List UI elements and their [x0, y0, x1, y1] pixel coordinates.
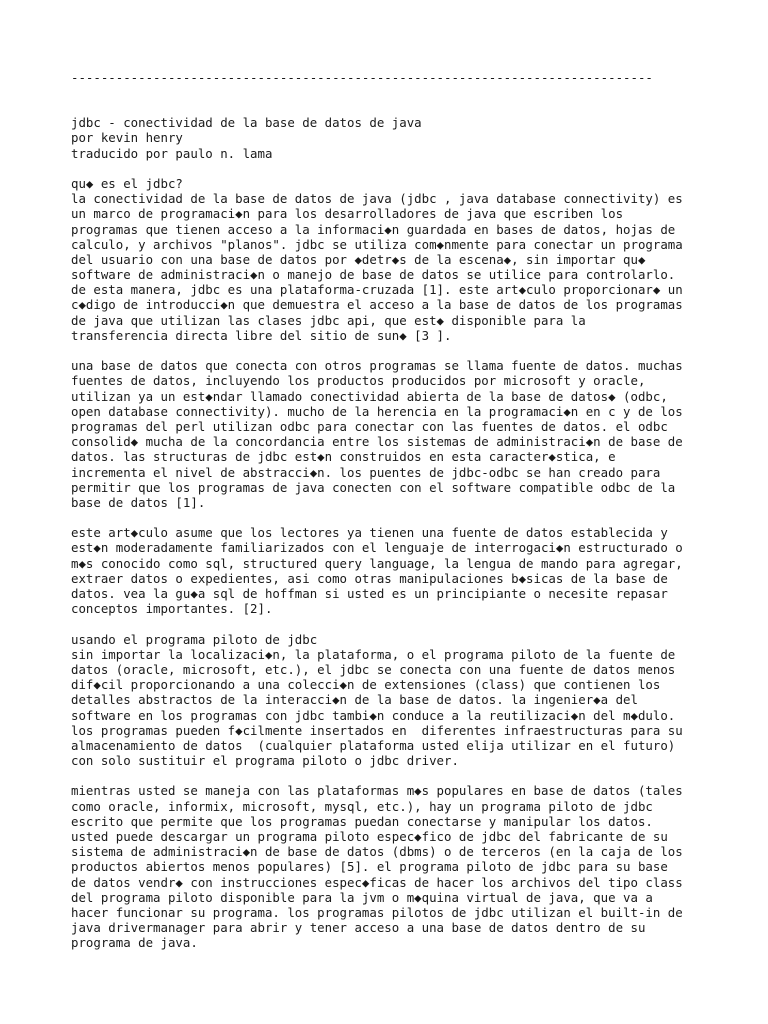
paragraph	[71, 632, 761, 769]
text-line: de esta manera, jdbc es una plataforma-cruzada [1]. este art◆culo proporcionar◆ un	[71, 282, 683, 298]
text-line: usted puede descargar un programa piloto espec◆fico de jdbc del fabricante de su	[71, 829, 668, 844]
text-line: qu◆ es el jdbc?	[71, 175, 183, 191]
text-line: utilizan ya un est◆ndar llamado conectividad abierta de la base de datos◆ (odbc,	[71, 388, 668, 404]
text-line: programas que tienen acceso a la informaci◆n guardada en bases de datos, hojas de	[71, 221, 676, 237]
text-line: base de datos [1].	[71, 494, 206, 510]
author-line: por kevin henry	[71, 130, 183, 146]
text-line: del programa piloto disponible para la jvm o m◆quina virtual de java, que va a	[71, 889, 653, 905]
text-line: una base de datos que conecta con otros programas se llama fuente de datos. muchas	[71, 358, 683, 374]
text-line: de datos vendr◆ con instrucciones espec◆ficas de hacer los archivos del tipo class	[71, 874, 683, 890]
text-line: permitir que los programas de java conecten con el software compatible odbc de la	[71, 479, 676, 495]
text-line: software de administraci◆n o manejo de base de datos se utilice para controlarlo.	[71, 267, 676, 283]
text-line: hacer funcionar su programa. los programas pilotos de jdbc utilizan el built-in de	[71, 904, 683, 920]
paragraph	[71, 783, 761, 950]
text-line: datos. las structuras de jdbc est◆n construidos en esta caracter◆stica, e	[71, 449, 616, 465]
text-line: usando el programa piloto de jdbc	[71, 631, 318, 647]
document-body	[71, 176, 761, 951]
text-line: est◆n moderadamente familiarizados con el lenguaje de interrogaci◆n estructurado o	[71, 540, 683, 556]
text-line: java drivermanager para abrir y tener acceso a una base de datos dentro de su	[71, 920, 646, 936]
text-line: la conectividad de la base de datos de java (jdbc , java database connectivity) es	[71, 191, 683, 207]
text-line: extraer datos o expedientes, asi como otras manipulaciones b◆sicas de la base de	[71, 570, 668, 586]
document-title: jdbc - conectividad de la base de datos de java	[71, 115, 422, 131]
text-line: detalles abstractos de la interacci◆n de la base de datos. la ingenier◆a del	[71, 692, 638, 708]
text-line: programas del perl utilizan odbc para conectar con las fuentes de datos. el odbc	[71, 418, 668, 434]
text-line: datos (oracle, microsoft, etc.), el jdbc se conecta con una fuente de datos menos	[71, 661, 676, 677]
document-header	[71, 115, 761, 161]
text-line: sistema de administraci◆n de base de datos (dbms) o de terceros (en la caja de los	[71, 844, 683, 860]
text-line: open database connectivity). mucho de la herencia en la programaci◆n en c y de los	[71, 403, 683, 419]
text-line: c◆digo de introducci◆n que demuestra el acceso a la base de datos de los programas	[71, 297, 683, 313]
text-line: mientras usted se maneja con las plataformas m◆s populares en base de datos (tales	[71, 783, 683, 799]
separator-rule: ------------------------------------------------------------------------------	[71, 70, 653, 85]
paragraph	[71, 176, 761, 343]
text-line: consolid◆ mucha de la concordancia entre los sistemas de administraci◆n de base de	[71, 434, 683, 450]
text-line: transferencia directa libre del sitio de sun◆ [3 ].	[71, 327, 452, 343]
text-line: productos abiertos menos populares) [5]. el programa piloto de jdbc para su base	[71, 859, 668, 875]
text-line: dif◆cil proporcionando a una colecci◆n de extensiones (class) que contienen los	[71, 677, 661, 693]
text-line: del usuario con una base de datos por ◆detr◆s de la escena◆, sin importar qu◆	[71, 251, 646, 267]
text-line: almacenamiento de datos (cualquier plataforma usted elija utilizar en el futuro)	[71, 737, 676, 753]
text-line: calculo, y archivos "planos". jdbc se utiliza com◆nmente para conectar un programa	[71, 236, 683, 252]
text-line: programa de java.	[71, 935, 198, 951]
text-line: incrementa el nivel de abstracci◆n. los puentes de jdbc-odbc se han creado para	[71, 464, 661, 480]
paragraph	[71, 358, 761, 510]
text-line: conceptos importantes. [2].	[71, 601, 273, 617]
text-line: de java que utilizan las clases jdbc api, que est◆ disponible para la	[71, 312, 586, 328]
text-line: m◆s conocido como sql, structured query language, la lengua de mando para agregar,	[71, 555, 683, 571]
translator-line: traducido por paulo n. lama	[71, 145, 273, 161]
text-line: datos. vea la gu◆a sql de hoffman si usted es un principiante o necesite repasar	[71, 586, 668, 601]
text-line: sin importar la localizaci◆n, la plataforma, o el programa piloto de la fuente de	[71, 646, 676, 662]
text-line: software en los programas con jdbc tambi◆n conduce a la reutilizaci◆n del m◆dulo.	[71, 707, 676, 723]
text-line: como oracle, informix, microsoft, mysql, etc.), hay un programa piloto de jdbc	[71, 798, 653, 814]
paragraph	[71, 525, 761, 616]
text-line: este art◆culo asume que los lectores ya tienen una fuente de datos establecida y	[71, 525, 668, 541]
text-line: un marco de programaci◆n para los desarrolladores de java que escriben los	[71, 206, 624, 222]
text-line: con solo sustituir el programa piloto o jdbc driver.	[71, 753, 459, 769]
document-page	[71, 70, 761, 951]
text-line: los programas pueden f◆cilmente insertados en diferentes infraestructuras para su	[71, 722, 683, 738]
text-line: escrito que permite que los programas puedan conectarse y manipular los datos.	[71, 813, 653, 829]
text-line: fuentes de datos, incluyendo los productos producidos por microsoft y oracle,	[71, 373, 646, 389]
